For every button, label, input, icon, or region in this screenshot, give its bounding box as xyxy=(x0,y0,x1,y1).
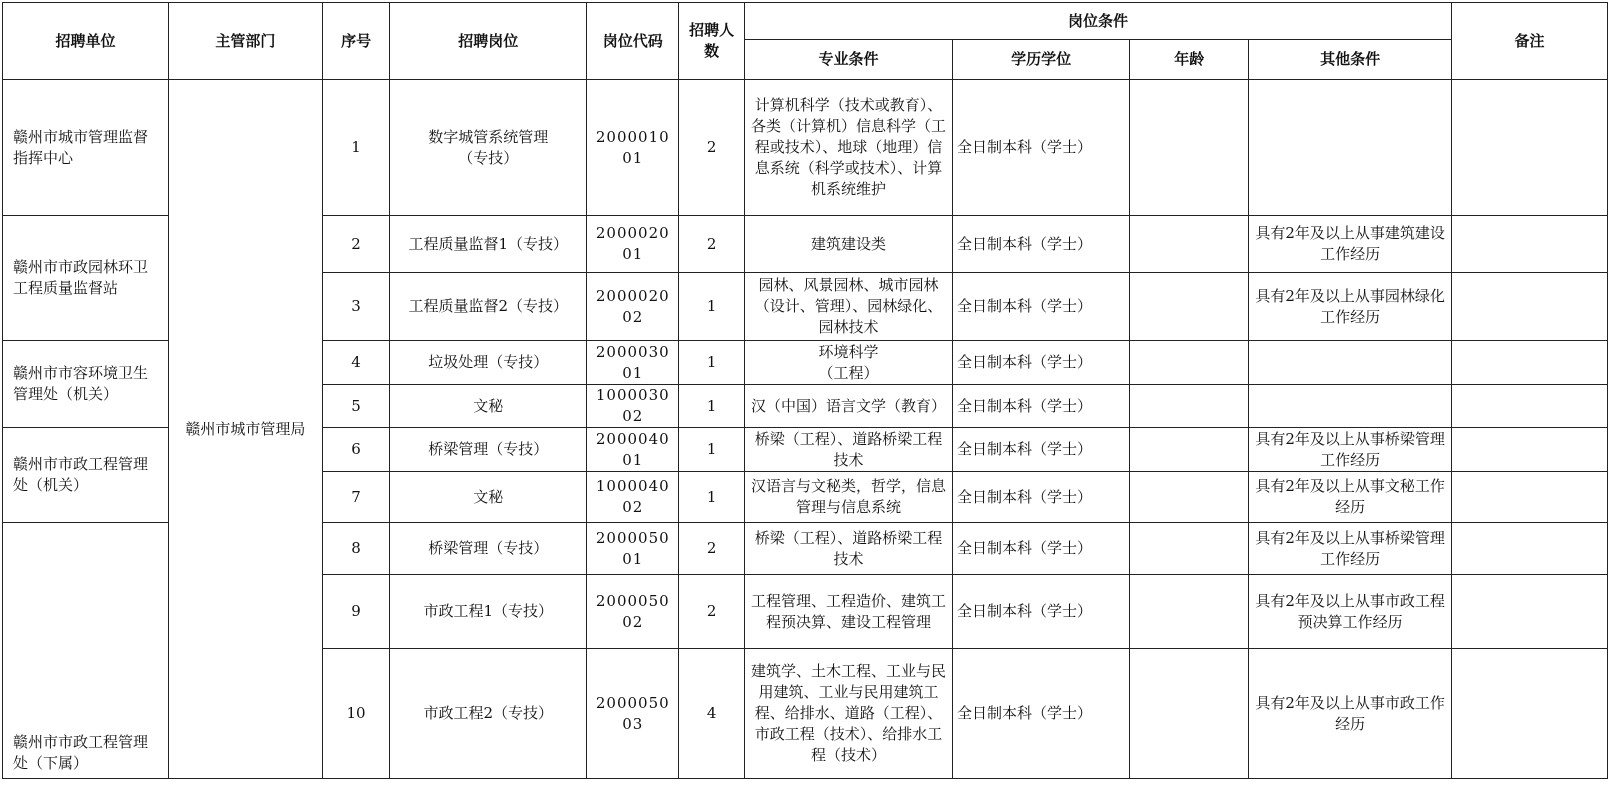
position-cell: 桥梁管理（专技） xyxy=(390,523,587,575)
age-cell xyxy=(1130,428,1249,472)
major-cell: 汉语言与文秘类，哲学，信息管理与信息系统 xyxy=(744,472,952,523)
degree-cell: 全日制本科（学士） xyxy=(953,523,1130,575)
remarks-cell xyxy=(1452,575,1608,649)
code-cell: 100004002 xyxy=(587,472,679,523)
code-cell: 200005001 xyxy=(587,523,679,575)
seq-cell: 1 xyxy=(322,80,390,216)
header-degree: 学历学位 xyxy=(953,40,1130,80)
count-cell: 1 xyxy=(679,341,745,385)
remarks-cell xyxy=(1452,216,1608,273)
header-age: 年龄 xyxy=(1130,40,1249,80)
age-cell xyxy=(1130,341,1249,385)
age-cell xyxy=(1130,80,1249,216)
degree-cell: 全日制本科（学士） xyxy=(953,385,1130,428)
degree-cell: 全日制本科（学士） xyxy=(953,216,1130,273)
recruitment-table xyxy=(2,2,1608,779)
count-cell: 4 xyxy=(679,649,745,779)
major-cell: 园林、风景园林、城市园林（设计、管理）、园林绿化、园林技术 xyxy=(744,273,952,341)
unit-cell: 赣州市市政园林环卫工程质量监督站 xyxy=(3,216,169,341)
seq-cell: 2 xyxy=(322,216,390,273)
degree-cell: 全日制本科（学士） xyxy=(953,80,1130,216)
major-cell: 汉（中国）语言文学（教育） xyxy=(744,385,952,428)
remarks-cell xyxy=(1452,385,1608,428)
dept-cell: 赣州市城市管理局 xyxy=(169,80,323,779)
code-cell: 200002001 xyxy=(587,216,679,273)
seq-cell: 8 xyxy=(322,523,390,575)
age-cell xyxy=(1130,216,1249,273)
remarks-cell xyxy=(1452,273,1608,341)
count-cell: 1 xyxy=(679,428,745,472)
remarks-cell xyxy=(1452,80,1608,216)
major-cell: 环境科学（工程） xyxy=(744,341,952,385)
other-cell xyxy=(1249,80,1452,216)
code-cell: 200004001 xyxy=(587,428,679,472)
other-cell: 具有2年及以上从事桥梁管理工作经历 xyxy=(1249,523,1452,575)
header-unit: 招聘单位 xyxy=(3,3,169,80)
degree-cell: 全日制本科（学士） xyxy=(953,575,1130,649)
degree-cell: 全日制本科（学士） xyxy=(953,649,1130,779)
other-cell: 具有2年及以上从事文秘工作经历 xyxy=(1249,472,1452,523)
major-cell: 建筑建设类 xyxy=(744,216,952,273)
header-position: 招聘岗位 xyxy=(390,3,587,80)
header-seq: 序号 xyxy=(322,3,390,80)
remarks-cell xyxy=(1452,472,1608,523)
other-cell: 具有2年及以上从事园林绿化工作经历 xyxy=(1249,273,1452,341)
code-cell: 200001001 xyxy=(587,80,679,216)
age-cell xyxy=(1130,472,1249,523)
header-major: 专业条件 xyxy=(744,40,952,80)
count-cell: 2 xyxy=(679,80,745,216)
seq-cell: 3 xyxy=(322,273,390,341)
count-cell: 1 xyxy=(679,472,745,523)
major-cell: 桥梁（工程）、道路桥梁工程技术 xyxy=(744,523,952,575)
unit-cell: 赣州市城市管理监督指挥中心 xyxy=(3,80,169,216)
other-cell xyxy=(1249,341,1452,385)
degree-cell: 全日制本科（学士） xyxy=(953,472,1130,523)
age-cell xyxy=(1130,649,1249,779)
position-cell: 工程质量监督1（专技） xyxy=(390,216,587,273)
count-cell: 2 xyxy=(679,523,745,575)
header-dept: 主管部门 xyxy=(169,3,323,80)
position-cell: 市政工程2（专技） xyxy=(390,649,587,779)
count-cell: 2 xyxy=(679,216,745,273)
unit-cell: 赣州市市政工程管理处（下属） xyxy=(3,523,169,779)
major-cell: 桥梁（工程）、道路桥梁工程技术 xyxy=(744,428,952,472)
seq-cell: 6 xyxy=(322,428,390,472)
position-cell: 桥梁管理（专技） xyxy=(390,428,587,472)
remarks-cell xyxy=(1452,649,1608,779)
code-cell: 200005003 xyxy=(587,649,679,779)
header-count: 招聘人数 xyxy=(679,3,745,80)
header-row-1 xyxy=(3,3,1608,40)
seq-cell: 5 xyxy=(322,385,390,428)
count-cell: 2 xyxy=(679,575,745,649)
position-cell: 数字城管系统管理（专技） xyxy=(390,80,587,216)
major-cell: 建筑学、土木工程、工业与民用建筑、工业与民用建筑工程、给排水、道路（工程）、市政工程（技术）、给排水工程（技术） xyxy=(744,649,952,779)
position-cell: 垃圾处理（专技） xyxy=(390,341,587,385)
remarks-cell xyxy=(1452,523,1608,575)
age-cell xyxy=(1130,523,1249,575)
header-other: 其他条件 xyxy=(1249,40,1452,80)
header-code: 岗位代码 xyxy=(587,3,679,80)
unit-cell: 赣州市市政工程管理处（机关） xyxy=(3,428,169,523)
seq-cell: 10 xyxy=(322,649,390,779)
count-cell: 1 xyxy=(679,273,745,341)
other-cell xyxy=(1249,385,1452,428)
remarks-cell xyxy=(1452,428,1608,472)
seq-cell: 7 xyxy=(322,472,390,523)
table-row xyxy=(3,80,1608,216)
degree-cell: 全日制本科（学士） xyxy=(953,273,1130,341)
age-cell xyxy=(1130,385,1249,428)
other-cell: 具有2年及以上从事市政工作经历 xyxy=(1249,649,1452,779)
unit-cell: 赣州市市容环境卫生管理处（机关） xyxy=(3,341,169,428)
header-remarks: 备注 xyxy=(1452,3,1608,80)
code-cell: 200003001 xyxy=(587,341,679,385)
seq-cell: 4 xyxy=(322,341,390,385)
position-cell: 文秘 xyxy=(390,472,587,523)
degree-cell: 全日制本科（学士） xyxy=(953,428,1130,472)
other-cell: 具有2年及以上从事市政工程预决算工作经历 xyxy=(1249,575,1452,649)
position-cell: 文秘 xyxy=(390,385,587,428)
major-cell: 工程管理、工程造价、建筑工程预决算、建设工程管理 xyxy=(744,575,952,649)
other-cell: 具有2年及以上从事桥梁管理工作经历 xyxy=(1249,428,1452,472)
code-cell: 200002002 xyxy=(587,273,679,341)
position-cell: 市政工程1（专技） xyxy=(390,575,587,649)
major-cell: 计算机科学（技术或教育）、各类（计算机）信息科学（工程或技术）、地球（地理）信息系统（科学或技术）、计算机系统维护 xyxy=(744,80,952,216)
code-cell: 200005002 xyxy=(587,575,679,649)
count-cell: 1 xyxy=(679,385,745,428)
remarks-cell xyxy=(1452,341,1608,385)
other-cell: 具有2年及以上从事建筑建设工作经历 xyxy=(1249,216,1452,273)
seq-cell: 9 xyxy=(322,575,390,649)
code-cell: 100003002 xyxy=(587,385,679,428)
degree-cell: 全日制本科（学士） xyxy=(953,341,1130,385)
position-cell: 工程质量监督2（专技） xyxy=(390,273,587,341)
age-cell xyxy=(1130,575,1249,649)
age-cell xyxy=(1130,273,1249,341)
header-conditions: 岗位条件 xyxy=(744,3,1451,40)
